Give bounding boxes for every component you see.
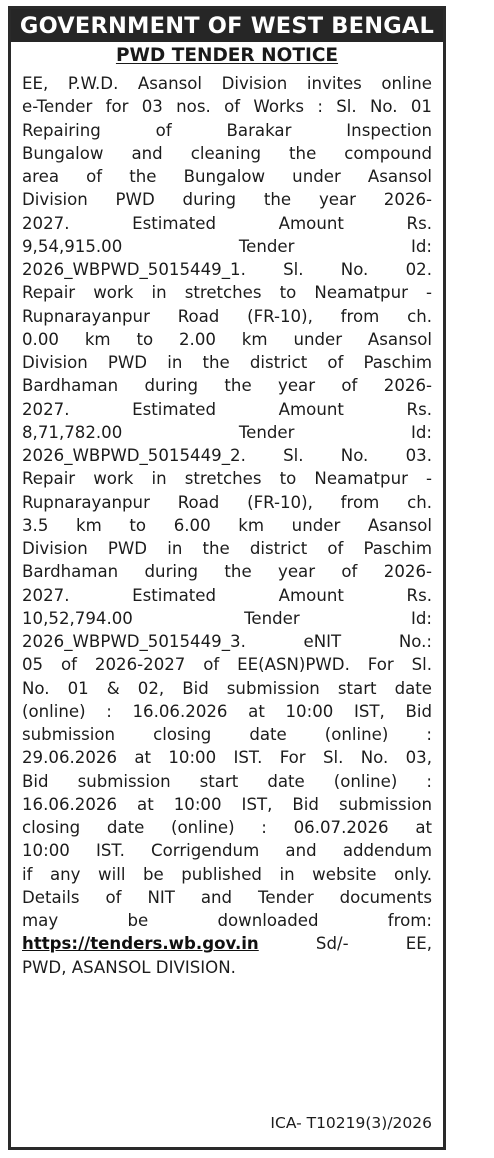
- header-bar: [11, 9, 443, 42]
- body-line: may be downloaded from:: [22, 911, 432, 930]
- link-line: [22, 932, 432, 955]
- reference-number: ICA- T10219(3)/2026: [270, 1114, 432, 1132]
- body-line: Bid submission start date (online) :: [22, 771, 432, 791]
- body-line: (online) : 16.06.2026 at 10:00 IST, Bid: [22, 701, 432, 721]
- body-line: Division PWD in the district of Paschim: [22, 353, 432, 372]
- body-line: 2026_WBPWD_5015449_3. eNIT No.:: [22, 632, 432, 651]
- notice-body: [22, 72, 432, 979]
- body-line: 10,52,794.00 Tender Id:: [22, 608, 432, 628]
- body-line: 2026_WBPWD_5015449_1. Sl. No. 02.: [22, 260, 432, 279]
- body-line: 10:00 IST. Corrigendum and addendum: [22, 841, 432, 861]
- tender-notice: [8, 6, 446, 1150]
- notice-subtitle: [11, 45, 443, 71]
- body-line: No. 01 & 02, Bid submission start date: [22, 678, 432, 698]
- body-line: 2027. Estimated Amount Rs.: [22, 585, 432, 605]
- body-line: area of the Bungalow under Asansol: [22, 167, 432, 186]
- body-line: 16.06.2026 at 10:00 IST, Bid submission: [22, 794, 432, 814]
- body-line: 2027. Estimated Amount Rs.: [22, 399, 432, 419]
- tenders-portal-link[interactable]: https://tenders.wb.gov.in: [22, 934, 259, 954]
- body-line: Rupnarayanpur Road (FR-10), from ch.: [22, 492, 432, 512]
- body-line: Repairing of Barakar Inspection: [22, 120, 432, 140]
- body-line: if any will be published in website only.: [22, 864, 432, 884]
- body-line: 2027. Estimated Amount Rs.: [22, 213, 432, 233]
- body-line: Repair work in stretches to Neamatpur -: [22, 469, 432, 489]
- body-line: Division PWD in the district of Paschim: [22, 539, 432, 558]
- signature-line: PWD, ASANSOL DIVISION.: [22, 957, 236, 977]
- body-line: 29.06.2026 at 10:00 IST. For Sl. No. 03,: [22, 748, 432, 768]
- body-line: Bungalow and cleaning the compound: [22, 143, 432, 163]
- header-title: GOVERNMENT OF WEST BENGAL: [19, 12, 435, 39]
- body-line: 3.5 km to 6.00 km under Asansol: [22, 515, 432, 535]
- body-line: Bardhaman during the year of 2026-: [22, 562, 432, 582]
- body-line: e-Tender for 03 nos. of Works : Sl. No. 01: [22, 97, 432, 117]
- body-line: 9,54,915.00 Tender Id:: [22, 236, 432, 256]
- body-line: EE, P.W.D. Asansol Division invites online: [22, 74, 432, 93]
- notice-subtitle-text: PWD TENDER NOTICE: [115, 45, 339, 66]
- body-line: Rupnarayanpur Road (FR-10), from ch.: [22, 306, 432, 326]
- link-line-suffix: Sd/- EE,: [258, 934, 432, 954]
- body-line: closing date (online) : 06.07.2026 at: [22, 818, 432, 837]
- body-line: 05 of 2026-2027 of EE(ASN)PWD. For Sl.: [22, 655, 432, 675]
- body-line: 2026_WBPWD_5015449_2. Sl. No. 03.: [22, 446, 432, 465]
- body-line: Division PWD during the year 2026-: [22, 190, 432, 210]
- body-line: 8,71,782.00 Tender Id:: [22, 422, 432, 442]
- body-line: Details of NIT and Tender documents: [22, 887, 432, 907]
- body-line: 0.00 km to 2.00 km under Asansol: [22, 329, 432, 349]
- body-line: Bardhaman during the year of 2026-: [22, 376, 432, 396]
- body-line: submission closing date (online) :: [22, 725, 432, 744]
- body-line: Repair work in stretches to Neamatpur -: [22, 283, 432, 303]
